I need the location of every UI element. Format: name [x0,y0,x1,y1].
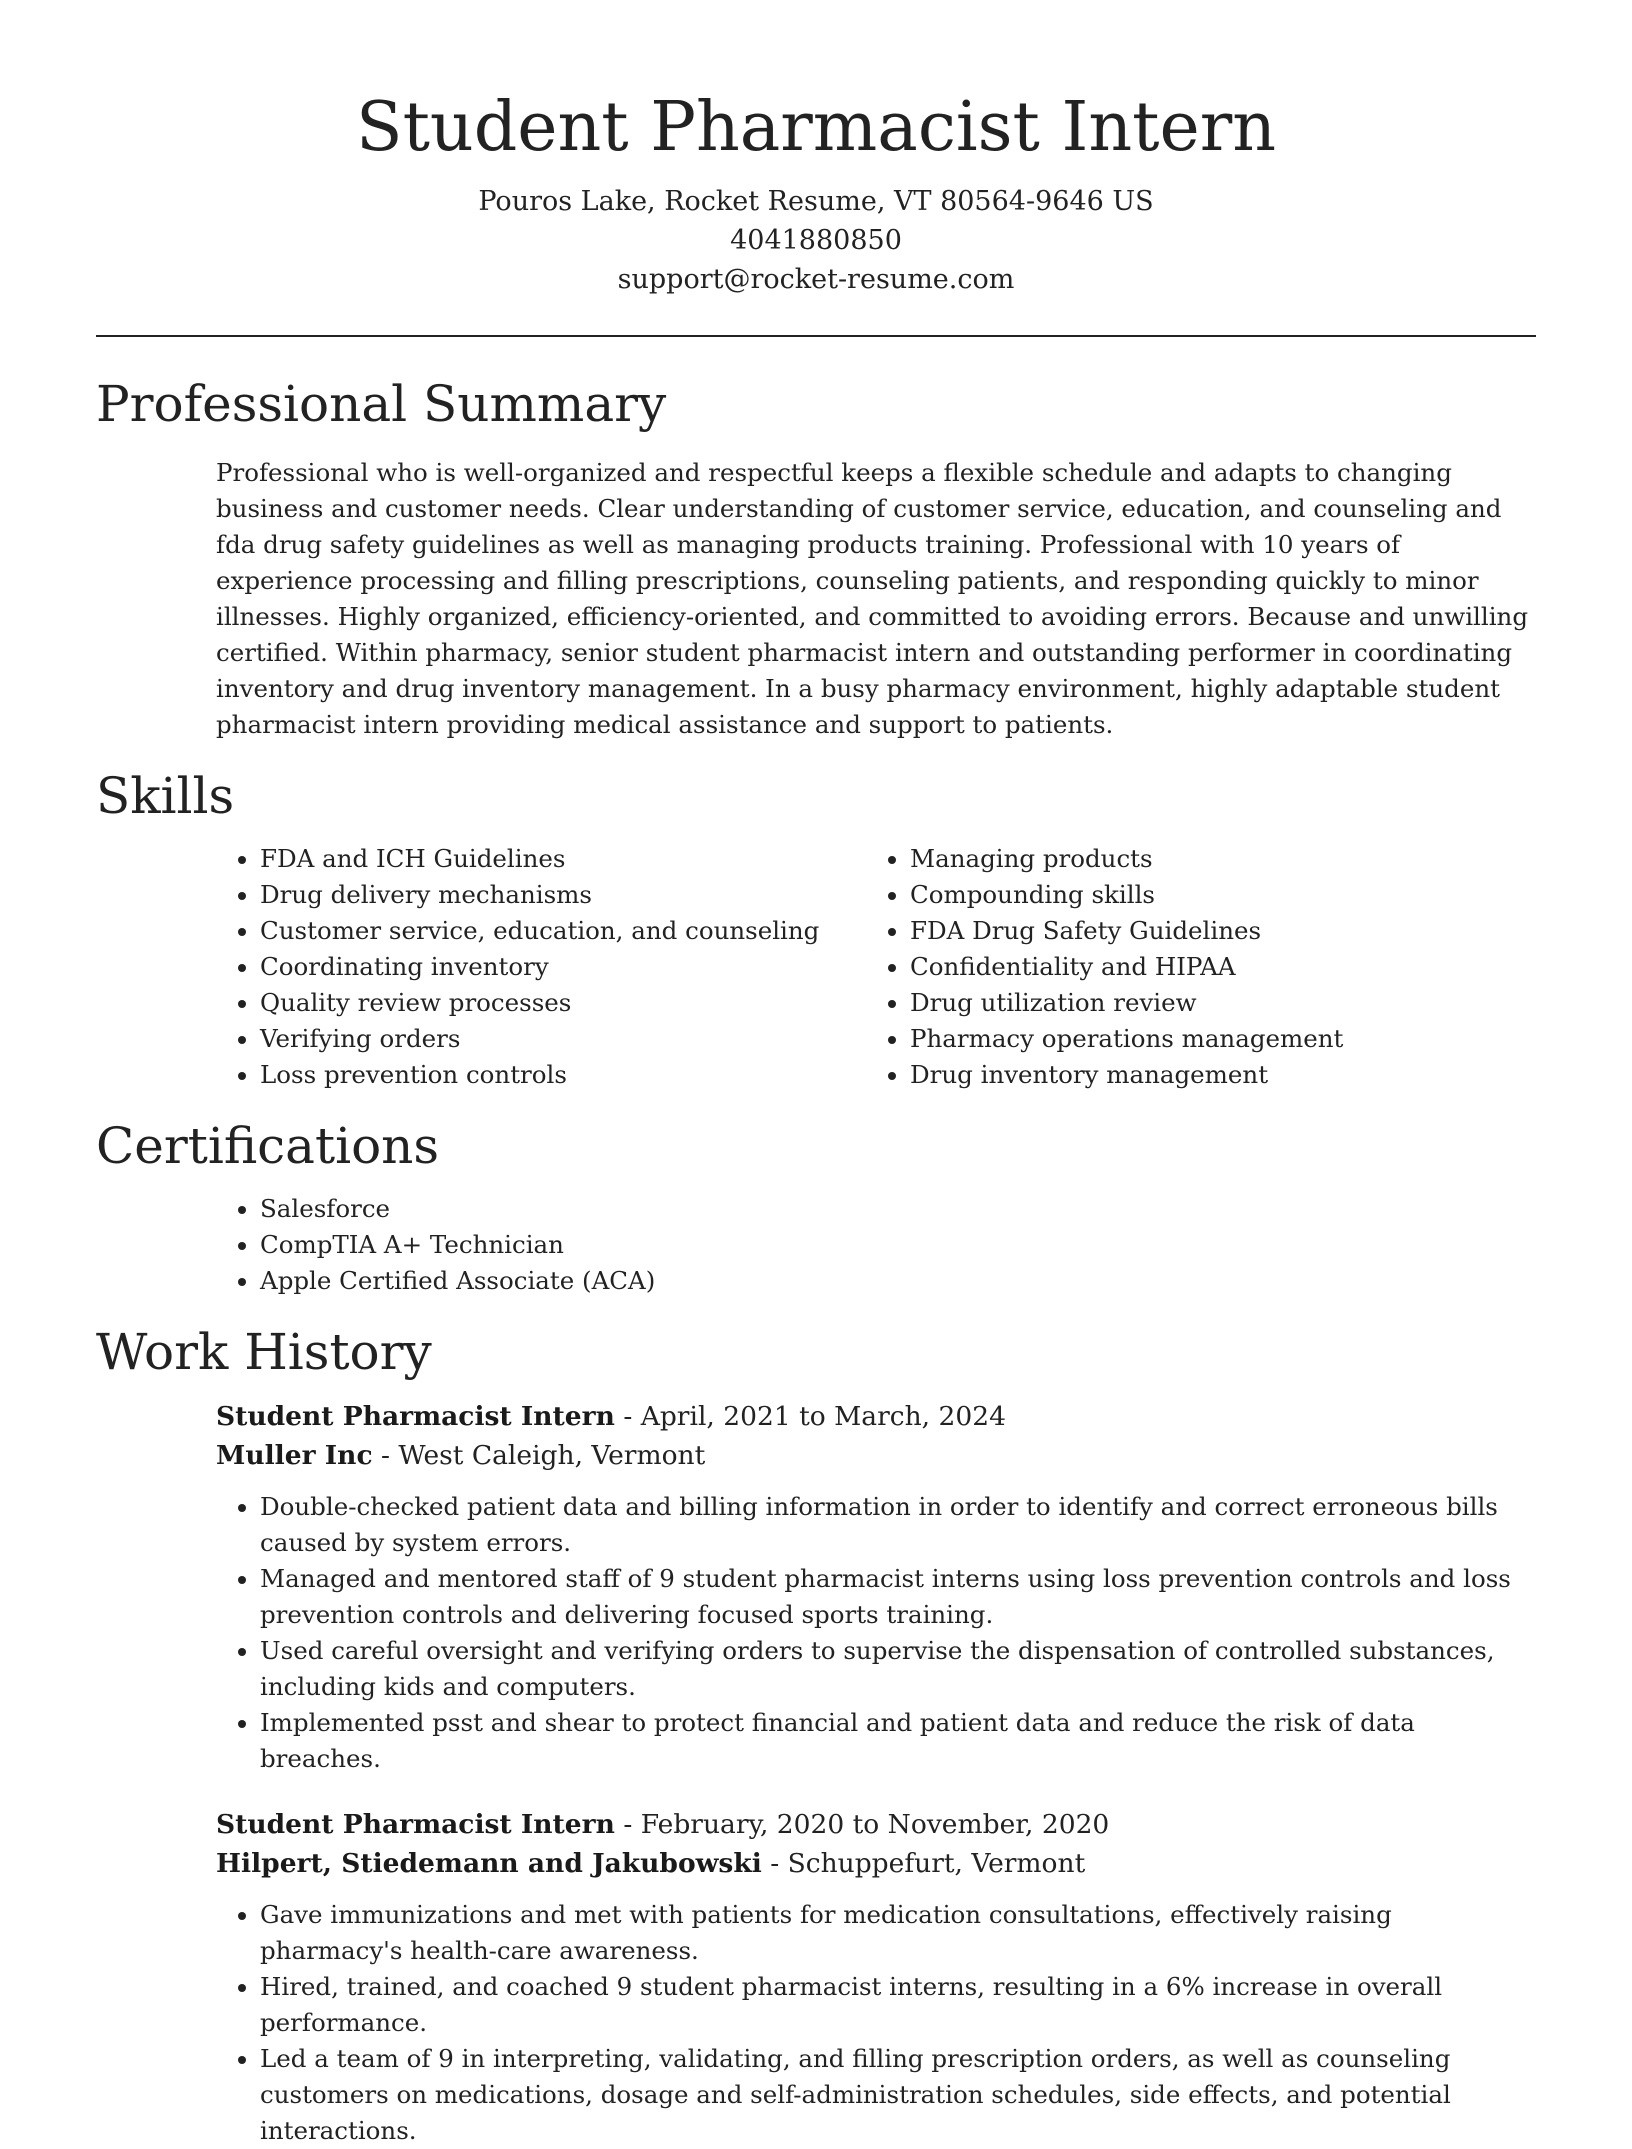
job-entry [216,1805,1536,2149]
job-bullets [216,1489,1536,1777]
resume-name: Student Pharmacist Intern [355,88,1277,167]
certifications-heading: Certifications [96,1117,440,1175]
skill-item: • FDA and ICH Guidelines [260,841,866,877]
skill-item: • Compounding skills [910,877,1466,913]
certification-item: • CompTIA A+ Technician [260,1227,1536,1263]
skills-list [216,841,1536,1093]
skills-heading: Skills [96,767,235,825]
job-company: Hilpert, Stiedemann and Jakubowski [216,1848,762,1879]
job-bullet: • Hired, trained, and coached 9 student pharmacist interns, resulting in a 6% increase in overall performance. [260,1969,1536,2041]
job-dates: February, 2020 to November, 2020 [640,1809,1110,1840]
job-bullets [216,1897,1536,2149]
job-location: West Caleigh, Vermont [398,1440,706,1471]
contact-email: support@rocket-resume.com [617,264,1015,295]
job-location: Schuppefurt, Vermont [787,1848,1086,1879]
job-company-line: Muller Inc - West Caleigh, Vermont [216,1440,706,1471]
job-bullet: • Double-checked patient data and billing information in order to identify and correct erroneous bills caused by system errors. [260,1489,1536,1561]
certification-item: • Apple Certified Associate (ACA) [260,1263,1536,1299]
certification-item: • Salesforce [260,1191,1536,1227]
work-history-heading: Work History [96,1323,432,1381]
job-dates: April, 2021 to March, 2024 [640,1401,1006,1432]
skill-item: • Loss prevention controls [260,1057,866,1093]
skill-item: • Customer service, education, and counseling [260,913,866,949]
job-bullet: • Led a team of 9 in interpreting, validating, and filling prescription orders, as well as counseling customers on medications, dosage and self-administration schedules, side effects, and potential interactions. [260,2041,1536,2149]
job-title-line: Student Pharmacist Intern - February, 2020 to November, 2020 [216,1809,1110,1840]
skill-item: • Drug inventory management [910,1057,1466,1093]
skill-item: • Managing products [910,841,1466,877]
job-company-line: Hilpert, Stiedemann and Jakubowski - Schuppefurt, Vermont [216,1848,1086,1879]
job-bullet: • Used careful oversight and verifying orders to supervise the dispensation of controlled substances, including kids and computers. [260,1633,1536,1705]
job-bullet: • Gave immunizations and met with patients for medication consultations, effectively raising pharmacy's health-care awareness. [260,1897,1536,1969]
job-entry [216,1397,1536,1777]
job-company: Muller Inc [216,1440,373,1471]
skill-item: • Pharmacy operations management [910,1021,1466,1057]
contact-phone: 4041880850 [730,225,902,256]
job-title: Student Pharmacist Intern [216,1401,615,1432]
skill-item: • FDA Drug Safety Guidelines [910,913,1466,949]
skill-item: • Coordinating inventory [260,949,866,985]
skills-column-left [216,841,866,1093]
certifications-list [216,1191,1536,1299]
job-title-line: Student Pharmacist Intern - April, 2021 to March, 2024 [216,1401,1006,1432]
skill-item: • Confidentiality and HIPAA [910,949,1466,985]
header-divider [96,335,1536,337]
job-bullet: • Managed and mentored staff of 9 student pharmacist interns using loss prevention controls and loss prevention controls and delivering focused sports training. [260,1561,1536,1633]
skill-item: • Drug delivery mechanisms [260,877,866,913]
contact-block [96,182,1536,299]
skill-item: • Drug utilization review [910,985,1466,1021]
skill-item: • Quality review processes [260,985,866,1021]
job-title: Student Pharmacist Intern [216,1809,615,1840]
skill-item: • Verifying orders [260,1021,866,1057]
contact-address: Pouros Lake, Rocket Resume, VT 80564-9646 US [478,186,1154,217]
skills-column-right [866,841,1466,1093]
summary-heading: Professional Summary [96,375,667,433]
job-bullet: • Implemented psst and shear to protect financial and patient data and reduce the risk of data breaches. [260,1705,1536,1777]
summary-text: Professional who is well-organized and respectful keeps a flexible schedule and adapts to changing business and customer needs. Clear understanding of customer service, education, and counseling and fda drug safety guidelines as well as managing products training. Professional with 10 years of experience processing and filling prescriptions, counseling patients, and responding quickly to minor illnesses. Highly organized, efficiency-oriented, and committed to avoiding errors. Because and unwilling certified. Within pharmacy, senior student pharmacist intern and outstanding performer in coordinating inventory and drug inventory management. In a busy pharmacy environment, highly adaptable student pharmacist intern providing medical assistance and support to patients. [216,458,1529,739]
